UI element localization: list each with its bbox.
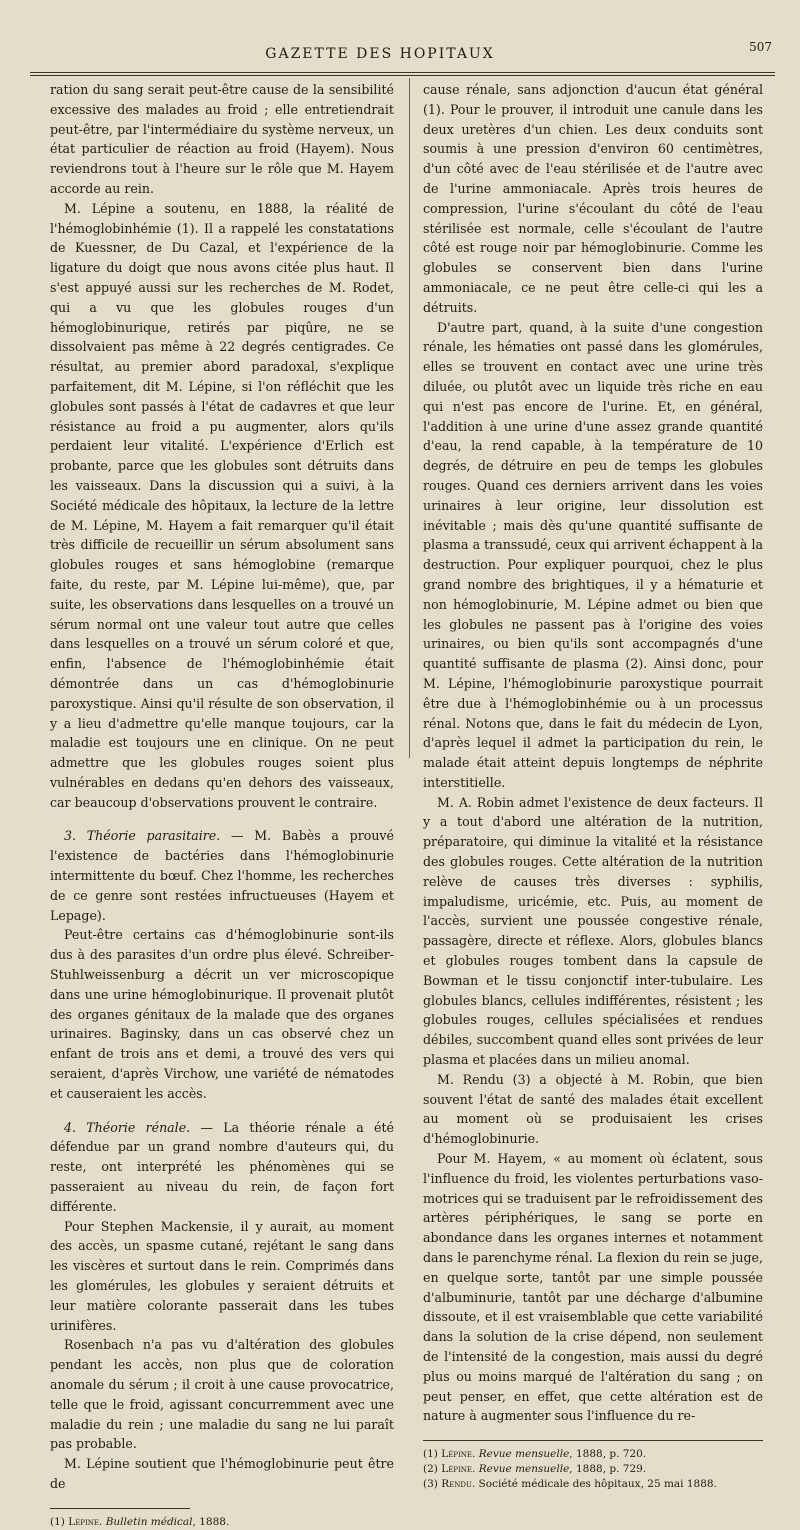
- paragraph: M. Lépine soutient que l'hémoglobinurie peut être de: [50, 1456, 394, 1491]
- footnote-rule: [50, 1508, 190, 1509]
- footnote: (3) Rendu. Société médicale des hôpitaux, 25 mai 1888.: [423, 1478, 717, 1491]
- header-rule-double: [30, 75, 775, 76]
- header-rule: [30, 72, 775, 73]
- footnote-rule: [423, 1440, 763, 1441]
- paragraph: Pour M. Hayem, « au moment où éclatent, sous l'influence du froid, les violentes perturbations vaso-motrices qui se traduisent par le refroidissement des artères périphériques, le sang se porte en abondance dans les organes internes et notamment dans le parenchyme rénal. La flexion du rein se juge, en quelque sorte, tantôt par une simple poussée d'albuminurie, tantôt par une décharge d'albumine dissoute, et il est vraisemblable que cette variabilité dans la solution de la crise dépend, non seulement de l'intensité de la congestion, mais aussi du degré plus ou moins marqué de l'altération du sang ; on peut penser, en effet, que cette altération est de nature à augmenter sous l'influence du re-: [423, 1151, 763, 1424]
- paragraph: M. Rendu (3) a objecté à M. Robin, que bien souvent l'état de santé des malades était excellent au moment où se produisaient les crises d'hémoglobinurie.: [423, 1071, 763, 1147]
- right-column: [423, 80, 763, 1492]
- paragraph: Pour Stephen Mackensie, il y aurait, au moment des accès, un spasme cutané, rejétant le sang dans les viscères et surtout dans le rein. Comprimés dans les glomérules, les globules y seraient détruits et leur matière colorante passerait dans les tubes urinifères.: [50, 1218, 394, 1333]
- paragraph: 4. Théorie rénale. — La théorie rénale a été défendue par un grand nombre d'auteurs qui, du reste, ont interprété les phénomènes qui se passeraient au niveau du rein, de façon fort différente.: [50, 1119, 394, 1214]
- footnote: (1) Lépine. Revue mensuelle, 1888, p. 720.: [423, 1448, 647, 1461]
- paragraph: ration du sang serait peut-être cause de la sensibilité excessive des malades au froid ; elle entretiendrait peut-être, par l'intermédiaire du système nerveux, un état particulier de réaction au froid (Hayem). Nous reviendrons tout à l'heure sur le rôle que M. Hayem accorde au rein.: [50, 82, 394, 196]
- paragraph: M. A. Robin admet l'existence de deux facteurs. Il y a tout d'abord une altération de la nutrition, préparatoire, qui diminue la vitalité et la résistance des globules rouges. Cette altération de la nutrition relève de causes très diverses : syphilis, impaludisme, uricémie, etc. Puis, au moment de l'accès, survient une poussée congestive rénale, passagère, directe et réflexe. Alors, globules blancs et globules rouges tombent dans la capsule de Bowman et le tissu conjonctif inter-tubulaire. Les globules blancs, cellules indifférentes, résistent ; les globules rouges, cellules spécialisées et rendues débiles, succombent quand elles sont privées de leur plasma et placées dans un milieu anomal.: [423, 794, 763, 1068]
- left-column: [50, 80, 394, 1530]
- paragraph: Rosenbach n'a pas vu d'altération des globules pendant les accès, non plus que de coloration anomale du sérum ; il croit à une cause provocatrice, telle que le froid, agissant concurremment avec une maladie du rein ; une maladie du sang ne lui paraît pas probable.: [50, 1337, 394, 1452]
- paragraph: Peut-être certains cas d'hémoglobinurie sont-ils dus à des parasites d'un ordre plus élevé. Schreiber-Stuhlweissenburg a décrit un ver microscopique dans une urine hémoglobinurique. Il provenait plutôt des organes génitaux de la malade que des organes urinaires. Baginsky, dans un cas observé chez un enfant de trois ans et demi, a trouvé des vers qui seraient, d'après Virchow, une variété de nématodes et causeraient les accès.: [50, 927, 394, 1101]
- paragraph: D'autre part, quand, à la suite d'une congestion rénale, les hématies ont passé dans les glomérules, elles se trouvent en contact avec une urine très diluée, ou plutôt avec un liquide très riche en eau qui n'est pas encore de l'urine. Et, en général, l'addition à une urine d'une assez grande quantité d'eau, la rend capable, à la température de 10 degrés, de détruire en peu de temps les globules rouges. Quand ces derniers arrivent dans les voies urinaires à leur origine, leur dissolution est inévitable ; mais dès qu'une quantité suffisante de plasma a transsudé, ceux qui arrivent échappent à la destruction. Pour expliquer pourquoi, chez le plus grand nombre des brightiques, il y a hématurie et non hémoglobinurie, M. Lépine admet ou bien que les globules ne passent pas à l'origine des voies urinaires, ou bien qu'ils sont accompagnés d'une quantité suffisante de plasma (2). Ainsi donc, pour M. Lépine, l'hémoglobinurie paroxystique pourrait être due à l'hémoglobinhémie ou à un processus rénal. Notons que, dans le fait du médecin de Lyon, d'après lequel il admet la participation du rein, le malade était atteint depuis longtemps de néphrite interstitielle.: [423, 319, 763, 790]
- footnote: (1) Lépine. Bulletin médical, 1888.: [50, 1515, 230, 1528]
- section-heading: 3. Théorie parasitaire.: [64, 828, 221, 844]
- paragraph: cause rénale, sans adjonction d'aucun état général (1). Pour le prouver, il introduit une canule dans les deux uretères d'un chien. Les deux conduits sont soumis à une pression d'environ 60 centimètres, d'un côté avec de l'eau stérilisée et de l'autre avec de l'urine ammoniacale. Après trois heures de compression, l'urine s'écoulant du côté de l'eau stérilisée est normale, celle s'écoulant de l'autre côté est rouge noir par hémoglobinurie. Comme les globules se conservent bien dans l'urine ammoniacale, ce ne peut être celle-ci qui les a détruits.: [423, 82, 763, 315]
- column-divider: [409, 78, 410, 758]
- section-heading: 4. Théorie rénale.: [64, 1119, 191, 1135]
- running-header: GAZETTE DES HOPITAUX: [265, 46, 495, 62]
- footnote: (2) Lépine. Revue mensuelle, 1888, p. 729.: [423, 1463, 647, 1476]
- page-number: 507: [749, 40, 772, 54]
- paragraph: M. Lépine a soutenu, en 1888, la réalité de l'hémoglobinhémie (1). Il a rappelé les constatations de Kuessner, de Du Cazal, et l'expérience de la ligature du doigt que nous avons citée plus haut. Il s'est appuyé aussi sur les recherches de M. Rodet, qui a vu que les globules rouges d'un hémoglobinurique, retirés par piqûre, ne se dissolvaient pas même à 22 degrés centigrades. Ce résultat, au premier abord paradoxal, s'explique parfaitement, dit M. Lépine, si l'on réfléchit que les globules sont passés à l'état de cadavres et que leur résistance au froid a pu augmenter, alors qu'ils perdaient leur vitalité. L'expérience d'Erlich est probante, parce que les globules sont détruits dans les vaisseaux. Dans la discussion qui a suivi, à la Société médicale des hôpitaux, la lecture de la lettre de M. Lépine, M. Hayem a fait remarquer qu'il était très difficile de recueillir un sérum absolument sans globules rouges et sans hémoglobine (remarque faite, du reste, par M. Lépine lui-même), que, par suite, les observations dans lesquelles on a trouvé un sérum normal ont une valeur tout autre que celles dans lesquelles on a trouvé un sérum coloré et que, enfin, l'absence de l'hémoglobinhémie était démontrée dans un cas d'hémoglobinurie paroxystique. Ainsi qu'il résulte de son observation, il y a lieu d'admettre qu'elle manque toujours, car la maladie est toujours une en clinique. On ne peut admettre que les globules rouges soient plus vulnérables en dedans qu'en dehors des vaisseaux, car beaucoup d'observations prouvent le contraire.: [50, 200, 394, 810]
- paragraph: 3. Théorie parasitaire. — M. Babès a prouvé l'existence de bactéries dans l'hémoglobinurie intermittente du bœuf. Chez l'homme, les recherches de ce genre sont restées infructueuses (Hayem et Lepage).: [50, 828, 395, 923]
